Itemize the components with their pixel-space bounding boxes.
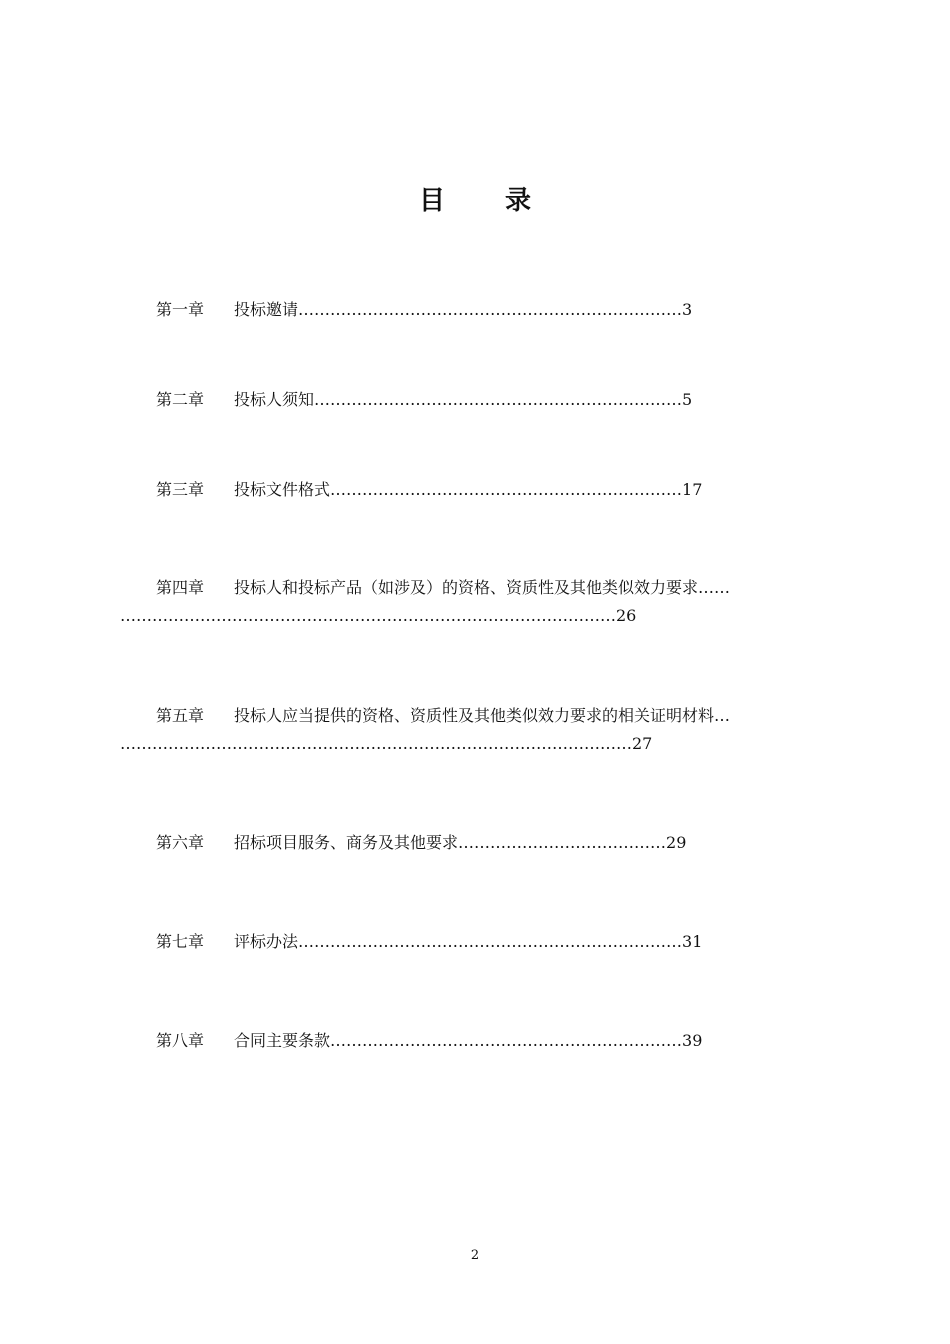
toc-continuation-line [120,734,840,754]
toc-leader-dots-continued: …………………………………………………………………………………… [120,734,632,753]
toc-page-number: 27 [632,734,653,753]
toc-chapter-title: 合同主要条款 [234,1031,331,1050]
toc-chapter-title: 评标办法 [234,932,299,951]
toc-chapter-number: 第四章 [156,578,205,597]
toc-chapter-number: 第二章 [156,390,205,409]
page-number: 2 [470,1248,480,1263]
toc-entry-chapter-1[interactable] [120,300,840,320]
toc-continuation-line [120,606,840,626]
toc-chapter-number: 第六章 [156,833,205,852]
toc-page-number: 3 [682,300,693,319]
toc-leader-dots: … [714,706,731,725]
toc-chapter-title: 投标人须知 [234,390,315,409]
toc-entry-chapter-8[interactable] [120,1031,840,1051]
toc-entry-chapter-4[interactable] [120,578,840,626]
toc-page-number: 31 [682,932,703,951]
toc-entry-chapter-7[interactable] [120,932,840,952]
toc-chapter-number: 第七章 [156,932,205,951]
toc-chapter-number: 第五章 [156,706,205,725]
toc-title [0,180,950,217]
toc-title-char-1: 目 [418,186,445,216]
toc-chapter-title: 投标人和投标产品（如涉及）的资格、资质性及其他类似效力要求 [234,578,699,597]
toc-entry-chapter-2[interactable] [120,390,840,410]
toc-entry-chapter-5[interactable] [120,706,840,754]
toc-page-number: 17 [682,480,703,499]
toc-leader-dots: ………………………………… [458,833,667,852]
toc-leader-dots: ……………………………………………………………… [298,932,683,951]
toc-chapter-number: 第三章 [156,480,205,499]
toc-chapter-number: 第一章 [156,300,205,319]
toc-page-number: 39 [682,1031,703,1050]
toc-chapter-title: 投标人应当提供的资格、资质性及其他类似效力要求的相关证明材料 [234,706,715,725]
toc-page-number: 26 [616,606,637,625]
toc-leader-dots: …… [698,578,731,597]
toc-chapter-title: 招标项目服务、商务及其他要求 [234,833,459,852]
toc-leader-dots: ………………………………………………………… [330,1031,683,1050]
toc-leader-dots: ……………………………………………………………… [298,300,683,319]
toc-leader-dots: …………………………………………………………… [314,390,683,409]
toc-entry-chapter-3[interactable] [120,480,840,500]
toc-leader-dots: ………………………………………………………… [330,480,683,499]
toc-title-char-2: 录 [505,186,532,216]
toc-leader-dots-continued: ………………………………………………………………………………… [120,606,616,625]
toc-page-number: 5 [682,390,693,409]
toc-chapter-title: 投标文件格式 [234,480,331,499]
toc-page-number: 29 [666,833,687,852]
toc-entry-chapter-6[interactable] [120,833,840,853]
toc-chapter-title: 投标邀请 [234,300,299,319]
toc-chapter-number: 第八章 [156,1031,205,1050]
